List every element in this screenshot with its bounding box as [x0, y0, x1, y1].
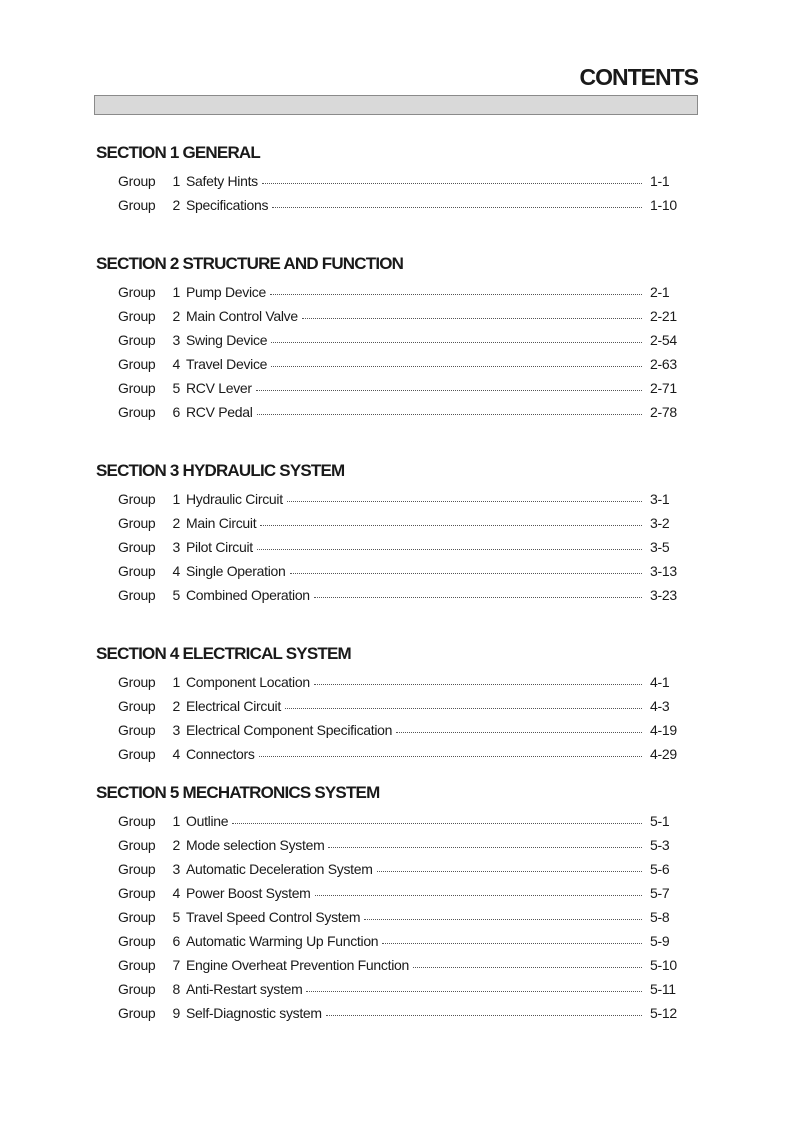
group-number: 1 [172, 674, 180, 690]
group-label: Group [118, 909, 156, 925]
entry-title-line [186, 535, 646, 559]
toc-entry[interactable] [96, 511, 696, 535]
group-number: 3 [172, 332, 180, 348]
entry-title: Self-Diagnostic system [186, 1005, 322, 1021]
dot-leader [326, 1001, 642, 1016]
page-number: 5-11 [650, 981, 676, 997]
group-number: 3 [172, 539, 180, 555]
entry-title: Main Control Valve [186, 308, 298, 324]
dot-leader [232, 809, 642, 824]
group-number: 5 [172, 587, 180, 603]
toc-entry[interactable] [96, 559, 696, 583]
page-number: 5-7 [650, 885, 670, 901]
entry-title-line [186, 742, 646, 766]
group-label: Group [118, 746, 156, 762]
entry-title-line [186, 559, 646, 583]
entry-title-line [186, 694, 646, 718]
entry-title-line [186, 487, 646, 511]
group-number: 6 [172, 933, 180, 949]
dot-leader [290, 559, 643, 574]
page-number: 3-23 [650, 587, 677, 603]
toc-entry[interactable] [96, 809, 696, 833]
dot-leader [413, 953, 642, 968]
entry-title: Swing Device [186, 332, 268, 348]
group-label: Group [118, 197, 156, 213]
section-4 [96, 644, 696, 766]
entry-title: Main Circuit [186, 515, 257, 531]
entry-title: Pump Device [186, 284, 266, 300]
page-number: 5-8 [650, 909, 670, 925]
group-label: Group [118, 837, 156, 853]
toc-entry[interactable] [96, 328, 696, 352]
entry-title-line [186, 833, 646, 857]
toc-entry[interactable] [96, 376, 696, 400]
group-number: 1 [172, 491, 180, 507]
page-number: 2-71 [650, 380, 677, 396]
dot-leader [272, 193, 642, 208]
group-label: Group [118, 404, 156, 420]
toc-entry[interactable] [96, 929, 696, 953]
entry-title: Connectors [186, 746, 255, 762]
section-heading: SECTION 2 STRUCTURE AND FUNCTION [96, 254, 404, 273]
dot-leader [382, 929, 642, 944]
entry-title-line [186, 881, 646, 905]
dot-leader [306, 977, 642, 992]
dot-leader [270, 280, 642, 295]
toc-entry[interactable] [96, 583, 696, 607]
page-number: 5-9 [650, 933, 670, 949]
group-label: Group [118, 981, 156, 997]
entry-title-line [186, 193, 646, 217]
dot-leader [302, 304, 642, 319]
group-number: 3 [172, 722, 180, 738]
toc-entry[interactable] [96, 742, 696, 766]
toc-entry[interactable] [96, 487, 696, 511]
entry-title: Travel Speed Control System [186, 909, 361, 925]
group-label: Group [118, 515, 156, 531]
entry-title: Electrical Circuit [186, 698, 281, 714]
entry-title: Combined Operation [186, 587, 310, 603]
entry-title-line [186, 376, 646, 400]
dot-leader [364, 905, 642, 920]
toc-entry[interactable] [96, 1001, 696, 1025]
entry-title: Single Operation [186, 563, 286, 579]
section-1 [96, 143, 696, 217]
entry-title-line [186, 718, 646, 742]
group-label: Group [118, 698, 156, 714]
group-label: Group [118, 885, 156, 901]
group-label: Group [118, 813, 156, 829]
toc-entry[interactable] [96, 694, 696, 718]
group-label: Group [118, 356, 156, 372]
entry-title: Outline [186, 813, 229, 829]
group-number: 2 [172, 197, 180, 213]
page-title: CONTENTS [579, 64, 698, 90]
entry-title: Automatic Warming Up Function [186, 933, 379, 949]
page-number: 2-63 [650, 356, 677, 372]
group-number: 5 [172, 909, 180, 925]
entry-title: Safety Hints [186, 173, 258, 189]
group-label: Group [118, 380, 156, 396]
group-number: 7 [172, 957, 180, 973]
dot-leader [257, 400, 642, 415]
dot-leader [328, 833, 642, 848]
dot-leader [377, 857, 642, 872]
group-number: 4 [172, 746, 180, 762]
entry-title-line [186, 905, 646, 929]
dot-leader [259, 742, 642, 757]
entry-title: Engine Overheat Prevention Function [186, 957, 409, 973]
entry-title: Electrical Component Specification [186, 722, 393, 738]
entry-title: Mode selection System [186, 837, 325, 853]
entry-title: Specifications [186, 197, 269, 213]
toc-entry[interactable] [96, 304, 696, 328]
entry-title-line [186, 583, 646, 607]
page-number: 1-10 [650, 197, 677, 213]
page-number: 1-1 [650, 173, 670, 189]
entry-title-line [186, 400, 646, 424]
page-number: 2-78 [650, 404, 677, 420]
group-number: 4 [172, 356, 180, 372]
entry-title-line [186, 328, 646, 352]
group-label: Group [118, 933, 156, 949]
page-number: 5-6 [650, 861, 670, 877]
toc-entry[interactable] [96, 977, 696, 1001]
group-label: Group [118, 308, 156, 324]
group-label: Group [118, 491, 156, 507]
page-number: 5-1 [650, 813, 670, 829]
toc-entry[interactable] [96, 857, 696, 881]
entry-title-line [186, 809, 646, 833]
toc-entry[interactable] [96, 670, 696, 694]
entry-title-line [186, 1001, 646, 1025]
group-number: 8 [172, 981, 180, 997]
entry-title-line [186, 511, 646, 535]
dot-leader [271, 328, 642, 343]
dot-leader [257, 535, 642, 550]
group-number: 2 [172, 308, 180, 324]
entry-title: Component Location [186, 674, 310, 690]
group-number: 6 [172, 404, 180, 420]
group-number: 2 [172, 698, 180, 714]
group-label: Group [118, 173, 156, 189]
title-bar [94, 95, 698, 115]
entry-title: RCV Pedal [186, 404, 253, 420]
dot-leader [396, 718, 642, 733]
entry-title: RCV Lever [186, 380, 252, 396]
entry-title: Anti-Restart system [186, 981, 303, 997]
group-number: 5 [172, 380, 180, 396]
toc-entry[interactable] [96, 905, 696, 929]
section-heading: SECTION 1 GENERAL [96, 143, 260, 162]
toc-entry[interactable] [96, 881, 696, 905]
page-number: 4-3 [650, 698, 670, 714]
group-label: Group [118, 332, 156, 348]
toc-entry[interactable] [96, 193, 696, 217]
page-number: 5-10 [650, 957, 677, 973]
entry-title-line [186, 670, 646, 694]
page-number: 3-5 [650, 539, 670, 555]
dot-leader [271, 352, 642, 367]
group-label: Group [118, 957, 156, 973]
page-number: 2-1 [650, 284, 670, 300]
entry-title: Hydraulic Circuit [186, 491, 283, 507]
group-number: 4 [172, 563, 180, 579]
entry-title-line [186, 929, 646, 953]
entry-title-line [186, 352, 646, 376]
entry-title: Power Boost System [186, 885, 311, 901]
section-2 [96, 254, 696, 424]
entry-title-line [186, 953, 646, 977]
page-number: 4-19 [650, 722, 677, 738]
page-number: 2-54 [650, 332, 677, 348]
group-label: Group [118, 1005, 156, 1021]
page-number: 3-13 [650, 563, 677, 579]
dot-leader [260, 511, 642, 526]
group-label: Group [118, 284, 156, 300]
toc-entry[interactable] [96, 535, 696, 559]
page-number: 5-12 [650, 1005, 677, 1021]
toc-entry[interactable] [96, 280, 696, 304]
section-3 [96, 461, 696, 607]
group-label: Group [118, 539, 156, 555]
toc-entry[interactable] [96, 169, 696, 193]
group-number: 2 [172, 515, 180, 531]
dot-leader [314, 670, 642, 685]
toc-entry[interactable] [96, 400, 696, 424]
group-label: Group [118, 563, 156, 579]
group-number: 1 [172, 284, 180, 300]
page-number: 4-1 [650, 674, 670, 690]
dot-leader [287, 487, 642, 502]
group-number: 3 [172, 861, 180, 877]
toc-entry[interactable] [96, 352, 696, 376]
section-heading: SECTION 3 HYDRAULIC SYSTEM [96, 461, 345, 480]
dot-leader [314, 583, 642, 598]
entry-title-line [186, 304, 646, 328]
page-number: 2-21 [650, 308, 677, 324]
dot-leader [285, 694, 642, 709]
group-label: Group [118, 674, 156, 690]
dot-leader [256, 376, 642, 391]
group-number: 1 [172, 173, 180, 189]
page-number: 5-3 [650, 837, 670, 853]
toc-entry[interactable] [96, 833, 696, 857]
section-heading: SECTION 5 MECHATRONICS SYSTEM [96, 783, 380, 802]
entry-title-line [186, 977, 646, 1001]
section-heading: SECTION 4 ELECTRICAL SYSTEM [96, 644, 351, 663]
page-number: 3-1 [650, 491, 670, 507]
section-5 [96, 783, 696, 1025]
page-number: 3-2 [650, 515, 670, 531]
group-number: 2 [172, 837, 180, 853]
group-label: Group [118, 722, 156, 738]
entry-title-line [186, 280, 646, 304]
group-label: Group [118, 587, 156, 603]
group-number: 4 [172, 885, 180, 901]
entry-title-line [186, 169, 646, 193]
toc-entry[interactable] [96, 953, 696, 977]
entry-title: Pilot Circuit [186, 539, 253, 555]
entry-title: Travel Device [186, 356, 268, 372]
group-number: 1 [172, 813, 180, 829]
dot-leader [262, 169, 642, 184]
dot-leader [315, 881, 642, 896]
page-number: 4-29 [650, 746, 677, 762]
group-number: 9 [172, 1005, 180, 1021]
entry-title-line [186, 857, 646, 881]
entry-title: Automatic Deceleration System [186, 861, 373, 877]
toc-entry[interactable] [96, 718, 696, 742]
group-label: Group [118, 861, 156, 877]
